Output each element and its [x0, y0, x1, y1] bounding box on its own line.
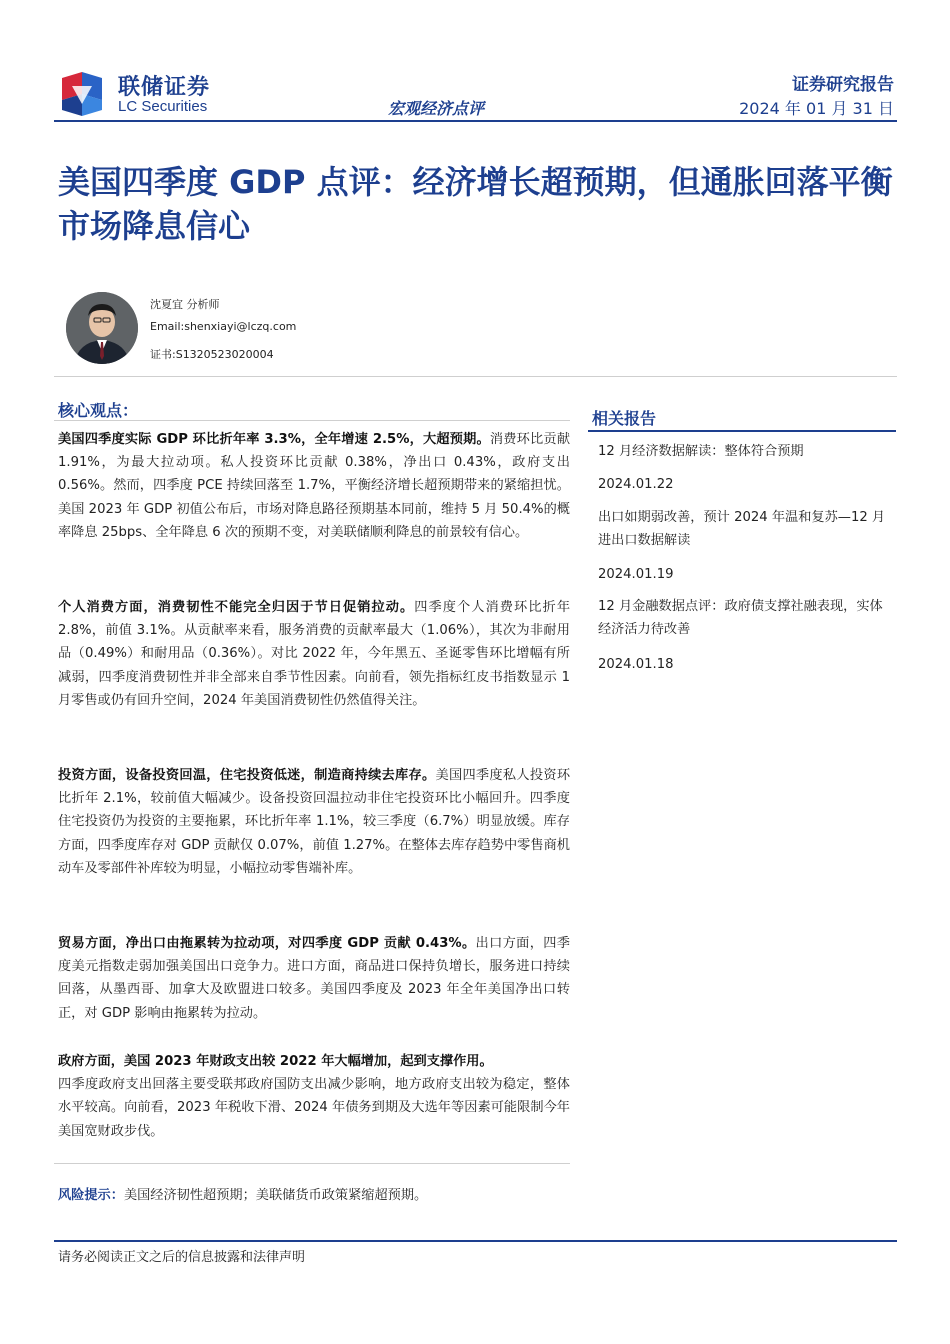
paragraph-body: 消费环比贡献 1.91%，为最大拉动项。私人投资环比贡献 0.38%，净出口 0.43%，政府支出 0.56%。然而，四季度 PCE 持续回落至 1.7%，平衡经济增长超预期带来的紧缩担忧。美国 2023 年 GDP 初值公布后，市场对降息路径预期基本同前，维持 5 月 50.4%的概率降息 25bps、全年降息 6 次的预期不变，对美联储顺利降息的前景较有信心。 — [58, 432, 571, 540]
risk-text: 美国经济韧性超预期；美联储货币政策紧缩超预期。 — [123, 1188, 428, 1203]
core-paragraph-investment — [58, 764, 570, 880]
section-divider — [54, 376, 897, 377]
footer-disclaimer[interactable]: 请务必阅读正文之后的信息披露和法律声明 — [58, 1250, 306, 1265]
company-logo-icon — [58, 70, 106, 118]
core-paragraph-consumption — [58, 596, 570, 712]
author-certificate: 证书:S1320523020004 — [150, 348, 274, 361]
related-reports-divider — [588, 430, 896, 432]
report-date: 2024 年 01 月 31 日 — [739, 99, 894, 118]
related-report-title[interactable]: 12 月经济数据解读：整体符合预期 — [598, 444, 804, 459]
core-view-divider — [54, 420, 570, 421]
paragraph-lead: 个人消费方面，消费韧性不能完全归因于节日促销拉动。 — [58, 600, 415, 615]
related-reports-heading: 相关报告 — [592, 409, 657, 428]
logo-english-name: LC Securities — [118, 98, 208, 115]
related-report-title[interactable]: 12 月金融数据点评：政府债支撑社融表现，实体经济活力待改善 — [598, 599, 883, 638]
footer-divider — [54, 1240, 897, 1242]
risk-warning — [58, 1184, 427, 1203]
related-report-title[interactable]: 出口如期弱改善，预计 2024 年温和复苏—12 月进出口数据解读 — [598, 510, 886, 549]
core-paragraph-trade — [58, 932, 570, 1025]
logo-chinese-name: 联储证券 — [118, 75, 211, 100]
paragraph-body: 美国四季度私人投资环比折年 2.1%，较前值大幅减少。设备投资回温拉动非住宅投资环比小幅回升。四季度住宅投资仍为投资的主要拖累，环比折年率 1.1%，较三季度（6.7%）明显放缓。库存方面，四季度库存对 GDP 贡献仅 0.07%，前值 1.27%。在整体去库存趋势中零售商机动车及零部件补库较为明显，小幅拉动零售端补库。 — [58, 768, 571, 876]
report-category: 宏观经济点评 — [388, 99, 485, 118]
paragraph-body: 出口方面，四季度美元指数走弱加强美国出口竞争力。进口方面，商品进口保持负增长，服务进口持续回落，从墨西哥、加拿大及欧盟进口较多。美国四季度及 2023 年全年美国净出口转正，对 GDP 影响由拖累转为拉动。 — [58, 936, 570, 1021]
related-report-date: 2024.01.19 — [598, 567, 674, 582]
related-report-date: 2024.01.18 — [598, 657, 674, 672]
person-icon — [66, 292, 138, 364]
header-divider — [54, 120, 897, 122]
paragraph-body: 四季度政府支出回落主要受联邦政府国防支出减少影响，地方政府支出较为稳定，整体水平较高。向前看，2023 年税收下滑、2024 年债务到期及大选年等因素可能限制今年美国宽财政步伐。 — [58, 1077, 570, 1139]
paragraph-body: 四季度个人消费环比折年 2.8%，前值 3.1%。从贡献率来看，服务消费的贡献率最大（1.06%），其次为非耐用品（0.49%）和耐用品（0.36%）。对比 2022 年，今年黑五、圣诞零售环比增幅有所减弱，四季度消费韧性并非全部来自季节性因素。向前看，领先指标红皮书指数显示 1 月零售或仍有回升空间，2024 年美国消费韧性仍然值得关注。 — [58, 600, 571, 708]
paragraph-lead: 贸易方面，净出口由拖累转为拉动项，对四季度 GDP 贡献 0.43%。 — [58, 936, 476, 951]
core-view-heading: 核心观点： — [58, 401, 139, 420]
paragraph-lead: 政府方面，美国 2023 年财政支出较 2022 年大幅增加，起到支撑作用。 — [58, 1054, 493, 1069]
paragraph-lead: 美国四季度实际 GDP 环比折年率 3.3%，全年增速 2.5%，大超预期。 — [58, 432, 490, 447]
risk-label: 风险提示： — [58, 1188, 124, 1203]
report-type: 证券研究报告 — [792, 75, 894, 95]
author-name: 沈夏宜 分析师 — [150, 298, 220, 311]
core-paragraph-gdp — [58, 428, 570, 544]
page-title: 美国四季度 GDP 点评：经济增长超预期，但通胀回落平衡市场降息信心 — [58, 163, 893, 245]
core-paragraph-government — [58, 1050, 570, 1143]
author-email: Email:shenxiayi@lczq.com — [150, 320, 297, 333]
paragraph-lead: 投资方面，设备投资回温，住宅投资低迷，制造商持续去库存。 — [58, 768, 436, 783]
author-avatar — [66, 292, 138, 364]
related-report-date: 2024.01.22 — [598, 477, 674, 492]
risk-divider — [54, 1163, 570, 1164]
